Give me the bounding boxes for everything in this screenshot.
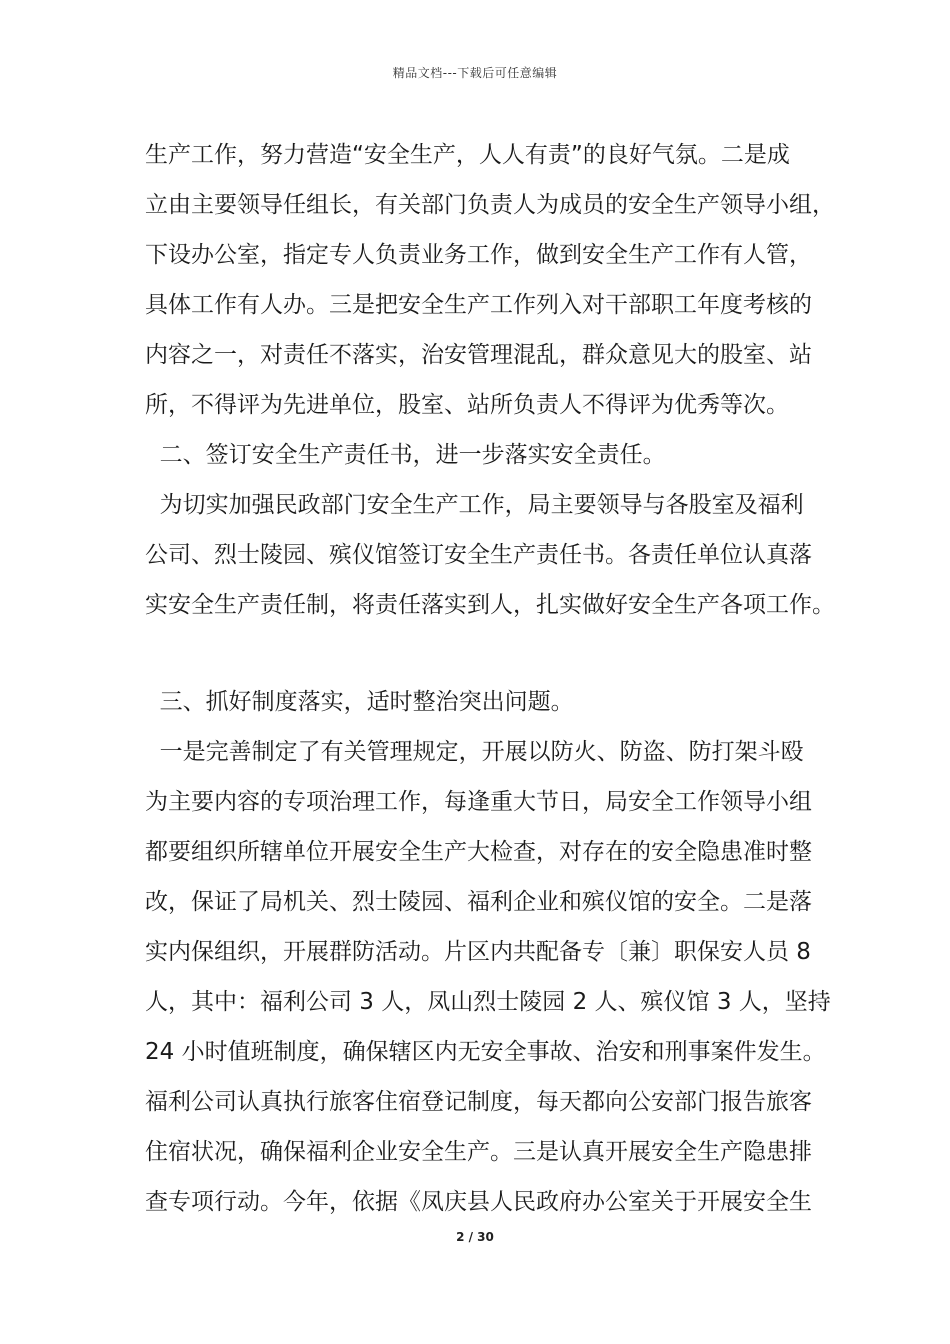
text-line: 立由主要领导任组长，有关部门负责人为成员的安全生产领导小组， xyxy=(145,192,835,218)
page-number: 2 / 30 xyxy=(456,1230,494,1244)
text-line: 生产工作，努力营造“安全生产，人人有责”的良好气氛。二是成 xyxy=(145,142,790,168)
text-line: 公司、烈士陵园、殡仪馆签订安全生产责任书。各责任单位认真落 xyxy=(145,542,812,568)
text-line: 为切实加强民政部门安全生产工作，局主要领导与各股室及福利 xyxy=(145,492,804,518)
text-line: 具体工作有人办。三是把安全生产工作列入对干部职工年度考核的 xyxy=(145,292,812,318)
text-line: 福利公司认真执行旅客住宿登记制度，每天都向公安部门报告旅客 xyxy=(145,1089,812,1115)
text-line: 下设办公室，指定专人负责业务工作，做到安全生产工作有人管， xyxy=(145,242,812,268)
text-line: 24 小时值班制度，确保辖区内无安全事故、治安和刑事案件发生。 xyxy=(145,1039,826,1065)
page-header: 精品文档---下载后可任意编辑 xyxy=(392,66,558,80)
section-heading: 二、签订安全生产责任书，进一步落实安全责任。 xyxy=(145,442,666,468)
text-line: 一是完善制定了有关管理规定，开展以防火、防盗、防打架斗殴 xyxy=(145,739,804,765)
document-body xyxy=(145,130,835,1227)
text-line: 都要组织所辖单位开展安全生产大检查，对存在的安全隐患准时整 xyxy=(145,839,812,865)
text-line: 实安全生产责任制，将责任落实到人，扎实做好安全生产各项工作。 xyxy=(145,592,835,618)
text-line: 改，保证了局机关、烈士陵园、福利企业和殡仪馆的安全。二是落 xyxy=(145,889,812,915)
section-heading: 三、抓好制度落实，适时整治突出问题。 xyxy=(145,689,574,715)
text-line: 住宿状况，确保福利企业安全生产。三是认真开展安全生产隐患排 xyxy=(145,1139,812,1165)
text-line: 所，不得评为先进单位，股室、站所负责人不得评为优秀等次。 xyxy=(145,392,789,418)
text-line: 内容之一，对责任不落实，治安管理混乱，群众意见大的股室、站 xyxy=(145,342,812,368)
text-line: 为主要内容的专项治理工作，每逢重大节日，局安全工作领导小组 xyxy=(145,789,812,815)
text-line: 查专项行动。今年，依据《凤庆县人民政府办公室关于开展安全生 xyxy=(145,1189,812,1215)
text-line: 实内保组织，开展群防活动。片区内共配备专〔兼〕职保安人员 8 xyxy=(145,939,811,965)
paragraph-gap xyxy=(145,630,815,677)
text-line: 人，其中：福利公司 3 人，凤山烈士陵园 2 人、殡仪馆 3 人，坚持 xyxy=(145,989,831,1015)
